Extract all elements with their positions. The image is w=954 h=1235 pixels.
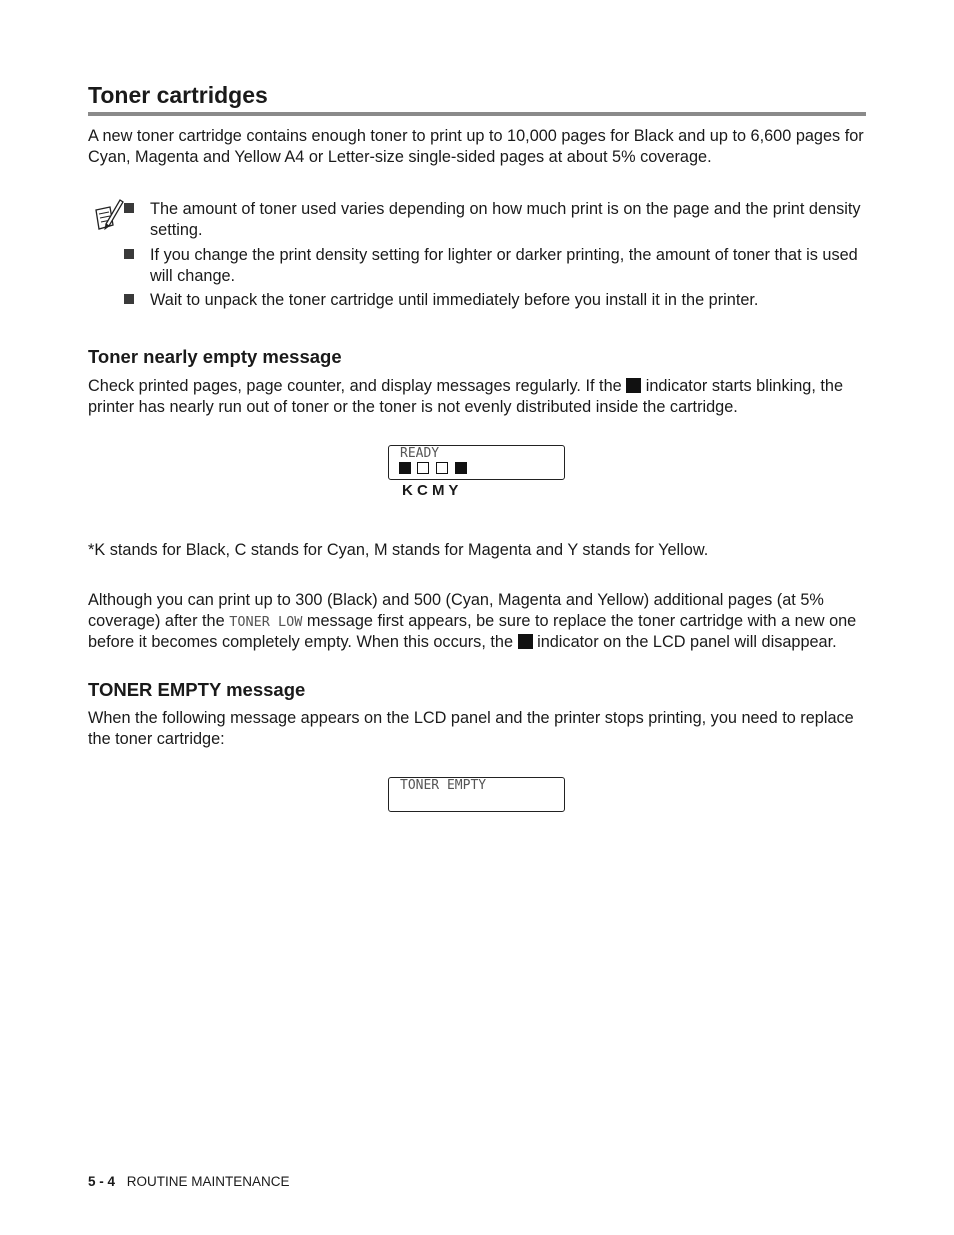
lcd-ready-display xyxy=(388,445,565,480)
note-item: Wait to unpack the toner cartridge until immediately before you install it in the printer. xyxy=(150,291,759,309)
bullet-marker xyxy=(124,249,134,259)
lcd-toner-empty-text: TONER EMPTY xyxy=(400,778,487,793)
toner-low-code: TONER LOW xyxy=(229,613,303,630)
additional-text-3: indicator on the LCD panel will disappear. xyxy=(537,633,837,651)
additional-text-2: message first appears, be sure to replace the toner cartridge with a new one before it becomes completely empty. When this occurs, the xyxy=(88,611,857,651)
toner-empty-paragraph: When the following message appears on the LCD panel and the printer stops printing, you need to replace the toner cartridge: xyxy=(88,709,854,748)
indicator-y xyxy=(455,462,467,474)
page-footer xyxy=(88,1174,290,1189)
black-indicator-icon xyxy=(518,634,533,649)
chapter-name: ROUTINE MAINTENANCE xyxy=(126,1174,290,1189)
note-item: If you change the print density setting for lighter or darker printing, the amount of toner that is used will change. xyxy=(150,246,858,285)
indicator-k xyxy=(399,462,411,474)
bullet-marker xyxy=(124,203,134,213)
note-item: The amount of toner used varies depending on how much print is on the page and the print density setting. xyxy=(150,200,861,239)
footnote: *K stands for Black, C stands for Cyan, M stands for Magenta and Y stands for Yellow. xyxy=(88,541,709,559)
black-indicator-icon xyxy=(626,378,641,393)
bullet-marker xyxy=(124,294,134,304)
page-number: 5 - 4 xyxy=(88,1174,116,1189)
nearly-empty-heading: Toner nearly empty message xyxy=(88,346,342,367)
section-title: Toner cartridges xyxy=(88,82,268,108)
title-rule xyxy=(88,112,866,116)
toner-empty-heading: TONER EMPTY message xyxy=(88,679,306,700)
intro-paragraph: A new toner cartridge contains enough toner to print up to 10,000 pages for Black and up to 6,600 pages for Cyan, Magenta and Yellow A4 or Letter-size single-sided pages at about 5% coverage. xyxy=(88,127,864,166)
note-pencil-icon xyxy=(92,198,124,232)
nearly-empty-text-after: indicator starts blinking, the printer has nearly run out of toner or the toner is not evenly distributed inside the cartridge. xyxy=(88,377,844,416)
nearly-empty-text-before: Check printed pages, page counter, and display messages regularly. If the xyxy=(88,377,622,395)
kcmy-labels: K C M Y xyxy=(402,482,459,499)
indicator-c xyxy=(417,462,429,474)
nearly-empty-paragraph xyxy=(88,376,868,417)
lcd-toner-empty-display xyxy=(388,777,565,812)
additional-pages-paragraph xyxy=(88,590,868,653)
additional-text-1: Although you can print up to 300 (Black) and 500 (Cyan, Magenta and Yellow) additional pages (at 5% coverage) after the xyxy=(88,591,824,630)
lcd-ready-text: READY xyxy=(400,446,440,461)
indicator-m xyxy=(436,462,448,474)
